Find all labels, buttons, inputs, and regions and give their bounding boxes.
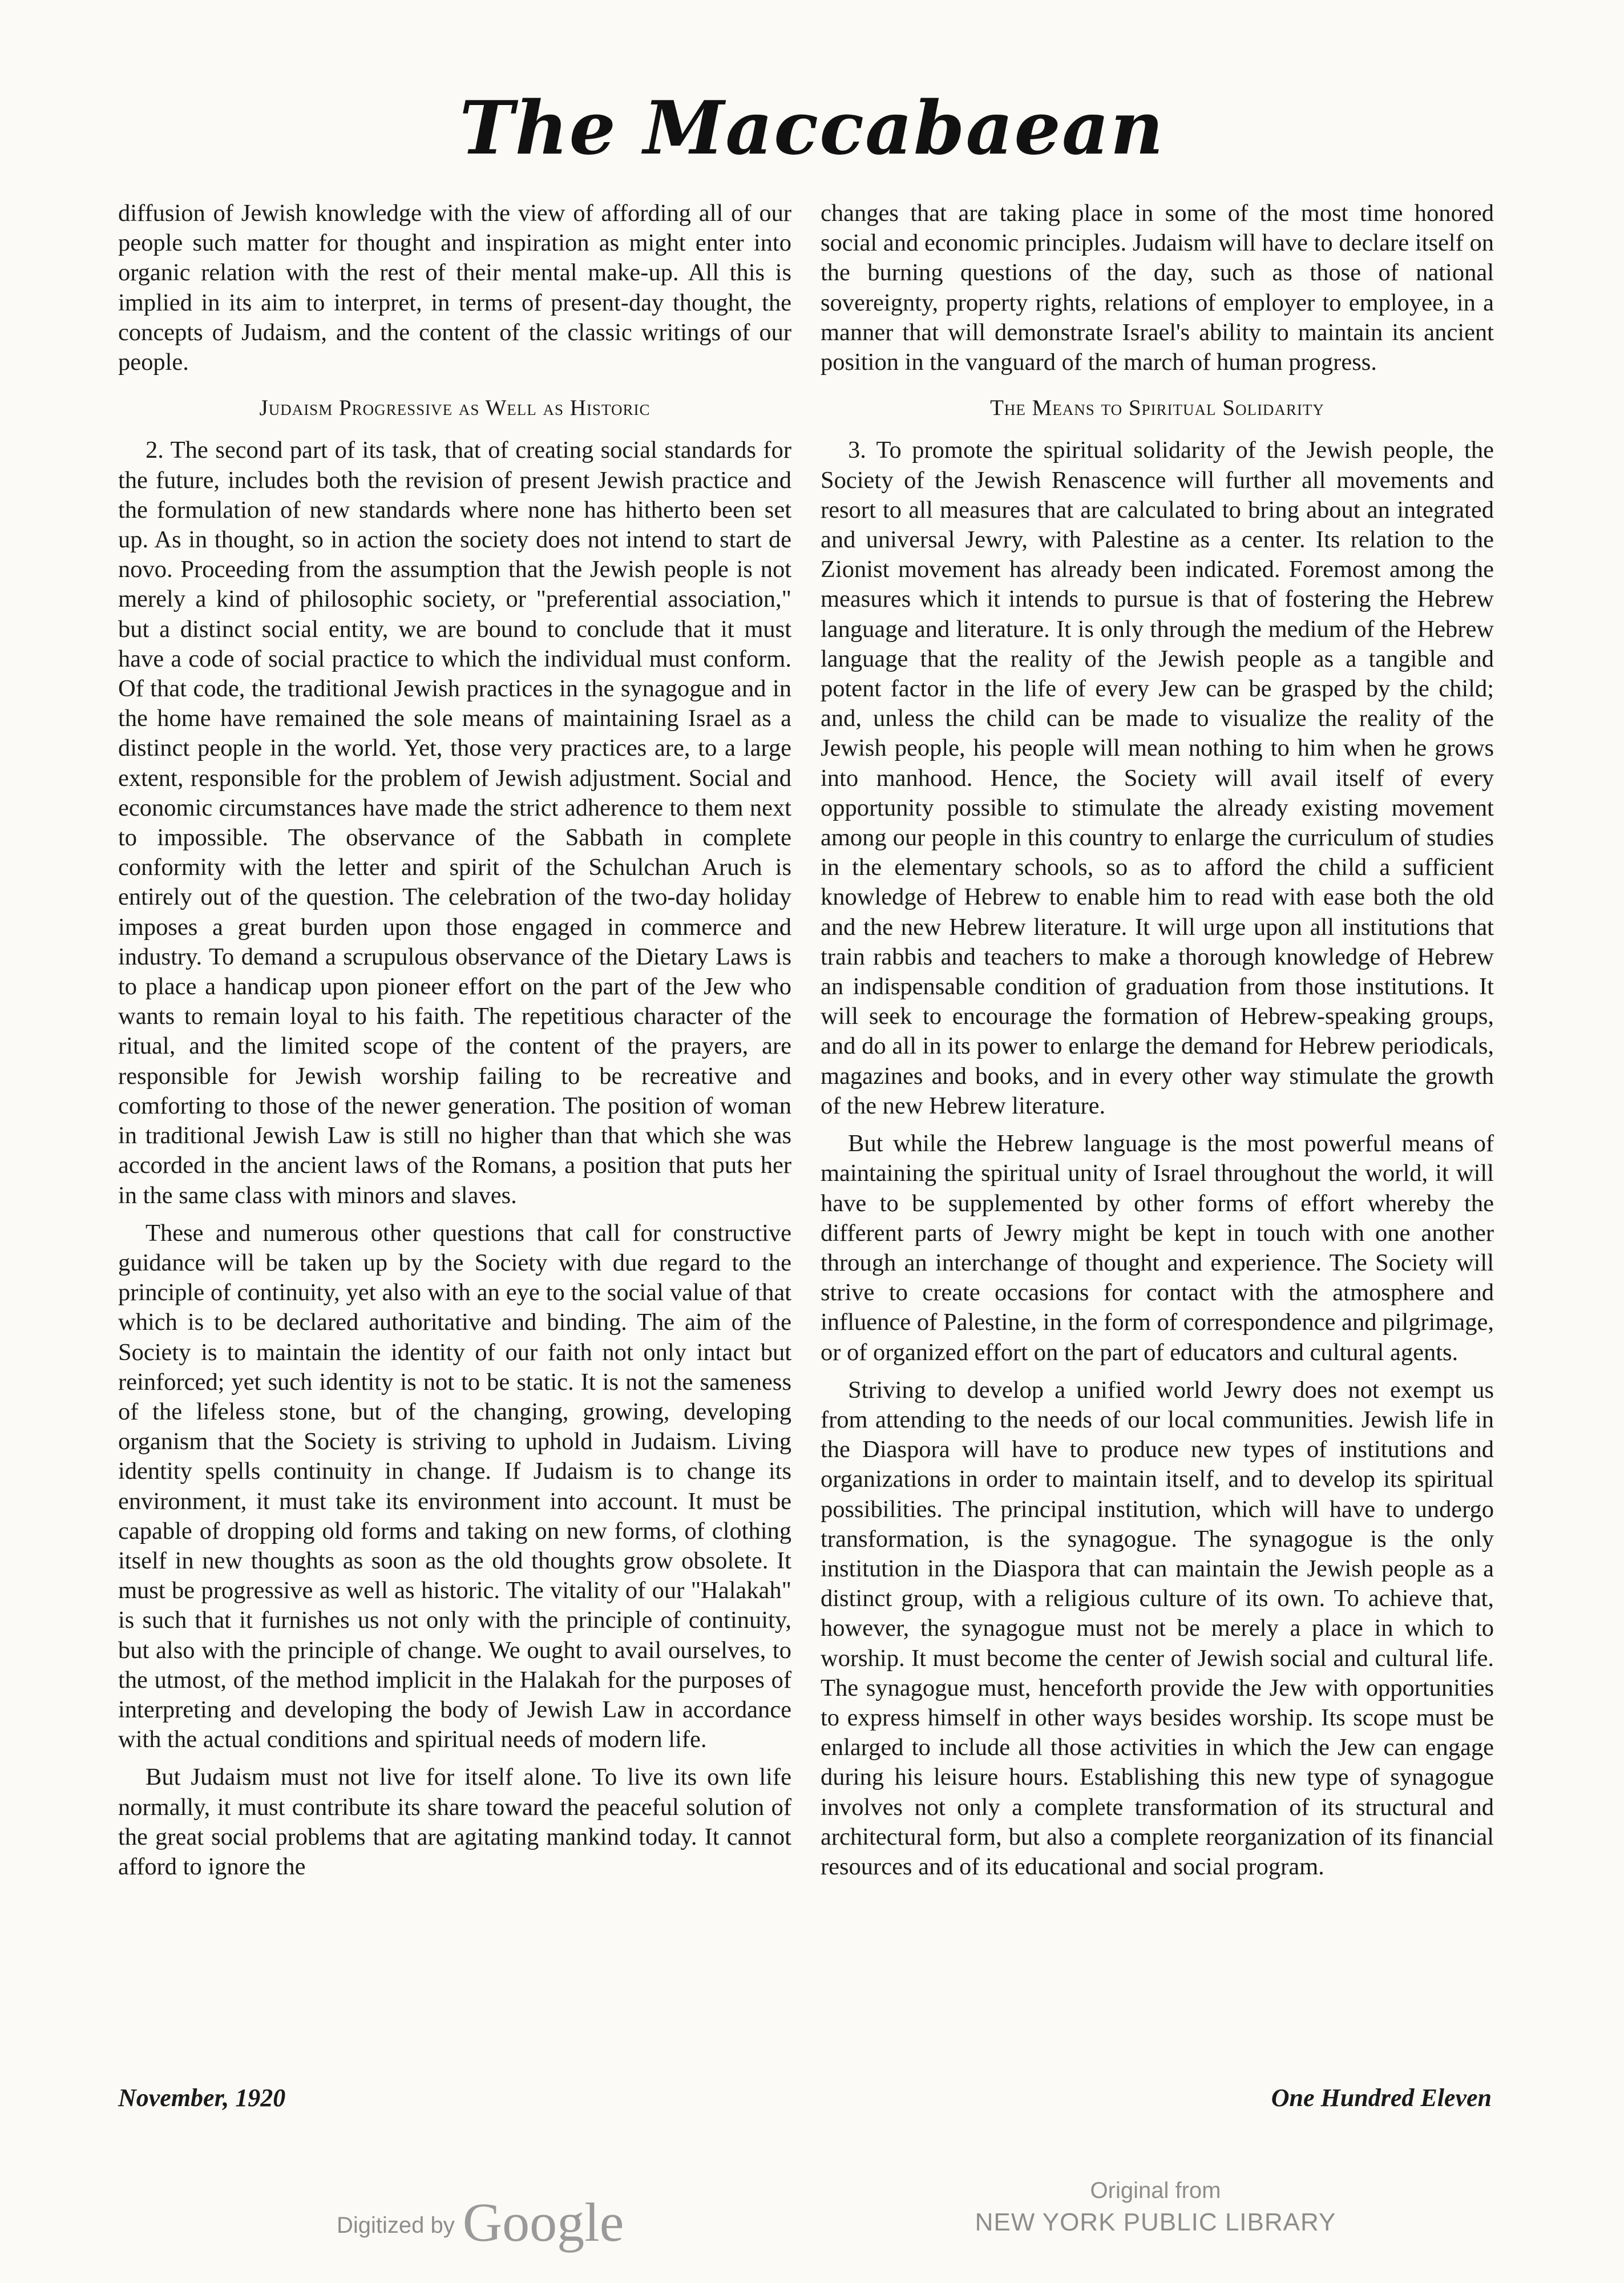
page-number: One Hundred Eleven xyxy=(1271,2084,1492,2112)
section-heading: Judaism Progressive as Well as Historic xyxy=(259,396,651,421)
paragraph: But while the Hebrew language is the most powerful means of maintaining the spiritual unity of Israel throughout the world, it will have to be supplemented by other forms of effort whereby the different parts of Jewry might be kept in touch with one another through an interchange of thought and experience. The Society will strive to create occasions for contact with the atmosphere and influence of Palestine, in the form of correspondence and pilgrimage, or of organized effort on the part of educators and cultural agents. xyxy=(821,1130,1494,1366)
paragraph: These and numerous other questions that call for constructive guidance will be taken up by the Society with due regard to the principle of continuity, yet also with an eye to the social value of that which is to be declared authoritative and binding. The aim of the Society is to maintain the identity of our faith not only intact but reinforced; yet such identity is not to be static. It is not the sameness of the lifeless stone, but of the changing, growing, developing organism that the Society is striving to uphold in Judaism. Living identity spells continuity in change. If Judaism is to change its environment, it must take its environment into account. It must be capable of dropping old forms and taking on new forms, of clothing itself in new thoughts as soon as the old thoughts grow obsolete. It must be progressive as well as historic. The vitality of our "Halakah" is such that it furnishes us not only with the principle of continuity, but also with the principle of change. We ought to avail ourselves, to the utmost, of the method implicit in the Halakah for the purposes of interpreting and developing the body of Jewish Law in accordance with the actual conditions and spiritual needs of modern life. xyxy=(118,1219,791,1753)
left-column xyxy=(118,199,791,1882)
paragraph: changes that are taking place in some of the most time honored social and economic principles. Judaism will have to declare itself on the burning questions of the day, such as those of national sovereignty, property rights, relations of employer to employee, in a manner that will demonstrate Israel's ability to maintain its ancient position in the vanguard of the march of human progress. xyxy=(821,200,1494,376)
paragraph: 3. To promote the spiritual solidarity of the Jewish people, the Society of the Jewish Renascence will further all movements and resort to all measures that are calculated to bring about an integrated and universal Jewry, with Palestine as a center. Its relation to the Zionist movement has already been indicated. Foremost among the measures which it intends to pursue is that of fostering the Hebrew language and literature. It is only through the medium of the Hebrew language that the reality of the Jewish people as a tangible and potent factor in the life of every Jew can be grasped by the child; and, unless the child can be made to visualize the reality of the Jewish people, his people will mean nothing to him when he grows into manhood. Hence, the Society will avail itself of every opportunity possible to stimulate the already existing movement among our people in this country to enlarge the curriculum of studies in the elementary schools, so as to afford the child a sufficient knowledge of Hebrew to enable him to read with ease both the old and the new Hebrew literature. It will urge upon all institutions that train rabbis and teachers to make a thorough knowledge of Hebrew an indispensable condition of graduation from those institutions. It will seek to encourage the formation of Hebrew-speaking groups, and do all in its power to enlarge the demand for Hebrew periodicals, magazines and books, and in every other way stimulate the growth of the new Hebrew literature. xyxy=(821,437,1494,1119)
issue-date: November, 1920 xyxy=(118,2084,286,2112)
section-heading: The Means to Spiritual Solidarity xyxy=(990,396,1324,421)
paragraph: diffusion of Jewish knowledge with the view of affording all of our people such matter for thought and inspiration as might enter into organic relation with the rest of their mental make-up. All this is implied in its aim to interpret, in terms of present-day thought, the concepts of Judaism, and the content of the classic writings of our people. xyxy=(118,200,791,376)
library-name: NEW YORK PUBLIC LIBRARY xyxy=(975,2208,1336,2236)
paragraph: 2. The second part of its task, that of creating social standards for the future, includes both the revision of present Jewish practice and the formulation of new standards where none has hitherto been set up. As in thought, so in action the society does not intend to start de novo. Proceeding from the assumption that the Jewish people is not merely a kind of philosophic society, or "preferential association," but a distinct social entity, we are bound to conclude that it must have a code of social practice to which the individual must conform. Of that code, the traditional Jewish practices in the synagogue and in the home have remained the sole means of maintaining Israel as a distinct people in the world. Yet, those very practices are, to a large extent, responsible for the problem of Jewish adjustment. Social and economic circumstances have made the strict adherence to them next to impossible. The observance of the Sabbath in complete conformity with the letter and spirit of the Schulchan Aruch is entirely out of the question. The celebration of the two-day holiday imposes a great burden upon those engaged in commerce and industry. To demand a scrupulous observance of the Dietary Laws is to place a handicap upon pioneer effort on the part of the Jew who wants to remain loyal to his faith. The repetitious character of the ritual, and the limited scope of the content of the prayers, are responsible for Jewish worship failing to be recreative and comforting to those of the newer generation. The position of woman in traditional Jewish Law is still no higher than that which she was accorded in the ancient laws of the Romans, a position that puts her in the same class with minors and slaves. xyxy=(118,437,791,1209)
masthead-title: The Maccabaean xyxy=(459,86,1165,171)
original-from-label: Original from xyxy=(1090,2178,1221,2203)
right-column xyxy=(821,199,1494,1882)
digitized-by-watermark xyxy=(337,2191,624,2254)
paragraph: But Judaism must not live for itself alone. To live its own life normally, it must contribute its share toward the peaceful solution of the great social problems that are agitating mankind today. It cannot afford to ignore the xyxy=(118,1764,791,1880)
paragraph: Striving to develop a unified world Jewry does not exempt us from attending to the needs of our local communities. Jewish life in the Diaspora will have to produce new types of institutions and organizations in order to maintain itself, and to develop its spiritual possibilities. The principal institution, which will have to undergo transformation, is the synagogue. The synagogue is the only institution in the Diaspora that can maintain the Jewish people as a distinct group, with a religious culture of its own. To achieve that, however, the synagogue must not be merely a place in which to worship. It must become the center of Jewish social and cultural life. The synagogue must, henceforth provide the Jew with opportunities to express himself in other ways besides worship. Its scope must be enlarged to include all those activities in which the Jew can engage during his leisure hours. Establishing this new type of synagogue involves not only a complete transformation of its structural and architectural form, but also a complete reorganization of its financial resources and of its educational and social program. xyxy=(821,1376,1494,1880)
google-logo: Google xyxy=(462,2192,624,2253)
digitized-by-label: Digitized by xyxy=(337,2213,455,2238)
original-from-watermark xyxy=(973,2175,1338,2238)
